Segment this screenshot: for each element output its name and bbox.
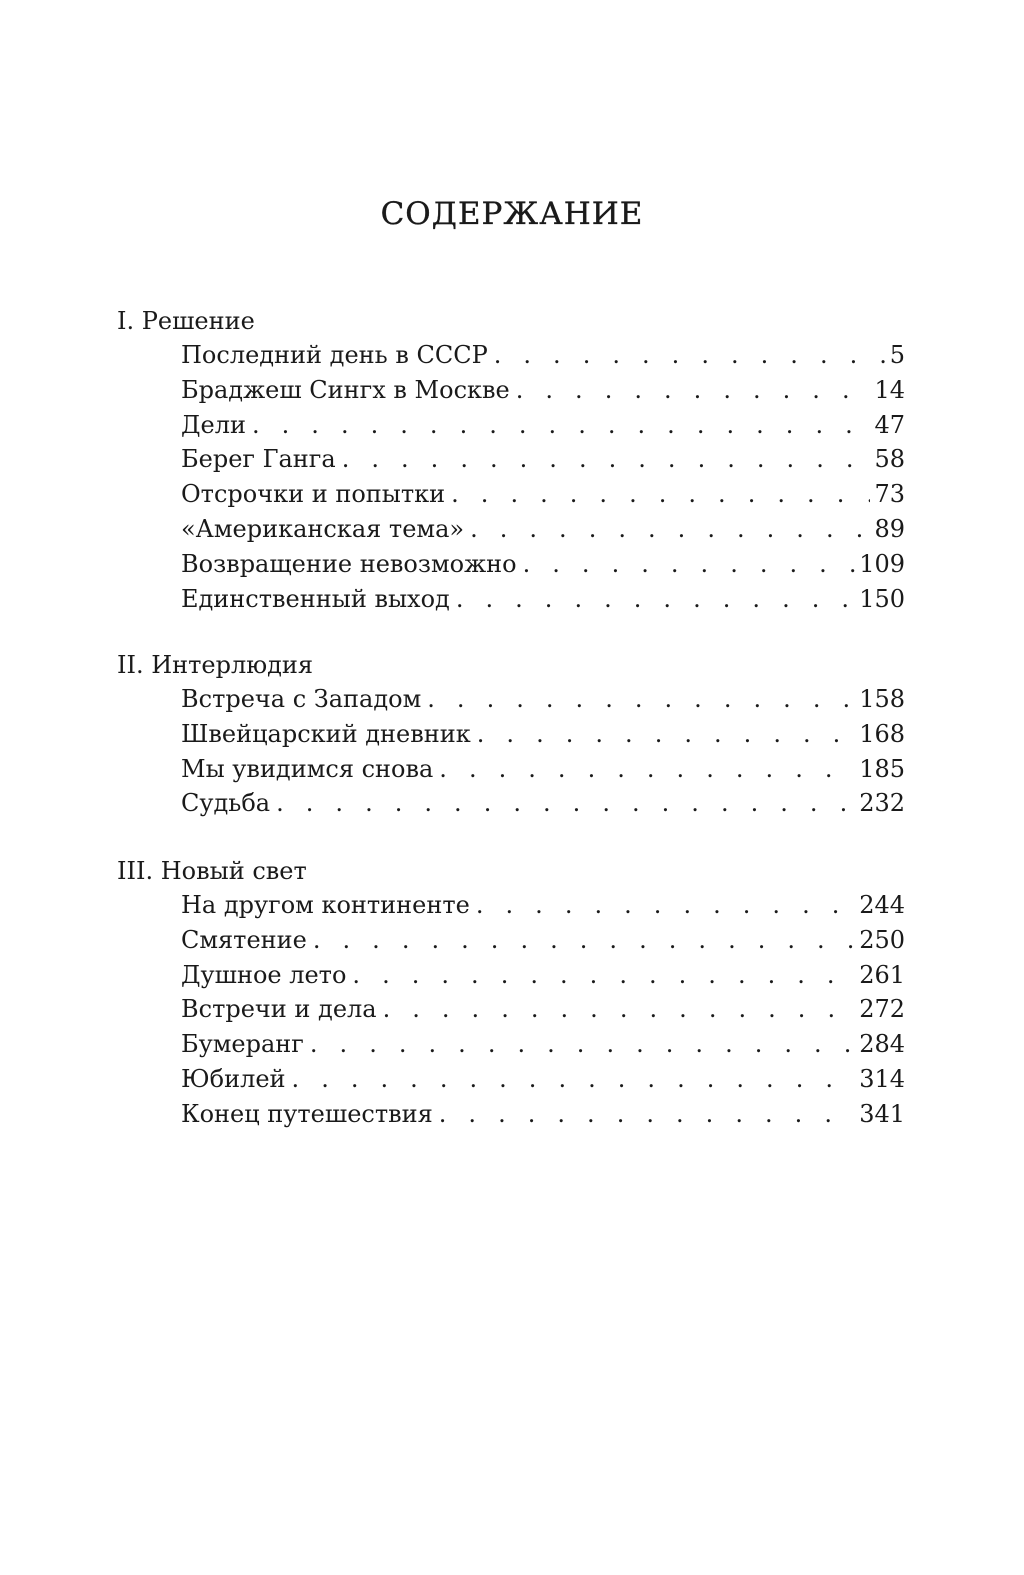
entry-title: Конец путешествия [181, 1099, 433, 1128]
toc-entry[interactable] [181, 582, 905, 617]
dot-leader [470, 512, 870, 547]
dot-leader [342, 442, 871, 477]
toc-entry[interactable] [181, 338, 905, 373]
entry-page-number: 109 [859, 549, 905, 578]
entry-title: Дели [181, 410, 246, 439]
entry-page-number: 58 [874, 445, 905, 474]
toc-entry[interactable] [181, 786, 905, 821]
dot-leader [383, 992, 856, 1027]
entry-page-number: 158 [859, 685, 905, 713]
dot-leader [313, 923, 855, 958]
toc-entry[interactable] [181, 547, 905, 582]
entry-page-number: 341 [859, 1099, 905, 1128]
toc-entry[interactable] [181, 923, 905, 958]
toc-entry-list [117, 682, 907, 821]
toc-entry[interactable] [181, 512, 905, 547]
entry-page-number: 314 [859, 1064, 905, 1093]
entry-title: Бумеранг [181, 1030, 304, 1059]
dot-leader [439, 1097, 855, 1132]
entry-page-number: 150 [859, 584, 905, 613]
entry-page-number: 47 [874, 410, 905, 439]
entry-page-number: 261 [859, 960, 905, 989]
entry-page-number: 185 [859, 754, 905, 783]
entry-title: Единственный выход [181, 584, 450, 613]
toc-entry[interactable] [181, 717, 905, 752]
toc-entry[interactable] [181, 682, 905, 717]
entry-title: На другом континенте [181, 891, 470, 919]
entry-title: Швейцарский дневник [181, 719, 471, 748]
dot-leader [476, 888, 855, 923]
entry-title: Браджеш Сингх в Москве [181, 375, 510, 404]
entry-page-number: 89 [874, 514, 905, 543]
entry-page-number: 14 [874, 375, 905, 404]
toc-entry[interactable] [181, 442, 905, 477]
dot-leader [523, 547, 856, 582]
dot-leader [451, 477, 870, 512]
toc-section-2 [117, 648, 907, 821]
section-heading: II. Интерлюдия [117, 651, 314, 679]
entry-page-number: 73 [874, 480, 905, 509]
entry-title: Смятение [181, 925, 307, 954]
toc-section-3 [117, 854, 907, 1132]
dot-leader [276, 786, 855, 821]
entry-title: «Американская тема» [181, 514, 465, 543]
dot-leader [456, 582, 855, 617]
dot-leader [427, 682, 855, 717]
section-heading: I. Решение [117, 307, 255, 335]
entry-page-number: 232 [859, 789, 905, 818]
entry-title: Встреча с Западом [181, 685, 422, 713]
entry-title: Берег Ганга [181, 445, 336, 474]
toc-entry-list [117, 338, 907, 616]
page-title: СОДЕРЖАНИЕ [380, 196, 644, 232]
entry-title: Встречи и дела [181, 995, 377, 1024]
section-heading: III. Новый свет [117, 857, 307, 885]
entry-title: Отсрочки и попытки [181, 480, 446, 509]
entry-title: Юбилей [181, 1064, 286, 1093]
toc-entry[interactable] [181, 1062, 905, 1097]
toc-entry[interactable] [181, 888, 905, 923]
entry-page-number: 272 [859, 995, 905, 1024]
dot-leader [439, 752, 855, 787]
entry-page-number: 284 [859, 1030, 905, 1059]
toc-entry[interactable] [181, 477, 905, 512]
toc-entry[interactable] [181, 992, 905, 1027]
dot-leader [352, 958, 855, 993]
entry-title: Мы увидимся снова [181, 754, 434, 783]
toc-section-1 [117, 304, 907, 616]
toc-entry-list [117, 888, 907, 1132]
dot-leader [252, 408, 870, 443]
entry-page-number: 244 [859, 891, 905, 919]
toc-entry[interactable] [181, 408, 905, 443]
entry-page-number: 5 [889, 341, 905, 369]
dot-leader [494, 338, 886, 373]
toc-entry[interactable] [181, 1097, 905, 1132]
toc-entry[interactable] [181, 752, 905, 787]
entry-title: Душное лето [181, 960, 347, 989]
dot-leader [477, 717, 855, 752]
entry-page-number: 250 [859, 925, 905, 954]
toc-entry[interactable] [181, 958, 905, 993]
toc-entry[interactable] [181, 373, 905, 408]
entry-title: Последний день в СССР [181, 341, 488, 369]
toc-entry[interactable] [181, 1027, 905, 1062]
entry-title: Судьба [181, 789, 271, 818]
dot-leader [292, 1062, 856, 1097]
dot-leader [516, 373, 871, 408]
entry-title: Возвращение невозможно [181, 549, 517, 578]
dot-leader [310, 1027, 855, 1062]
entry-page-number: 168 [859, 719, 905, 748]
